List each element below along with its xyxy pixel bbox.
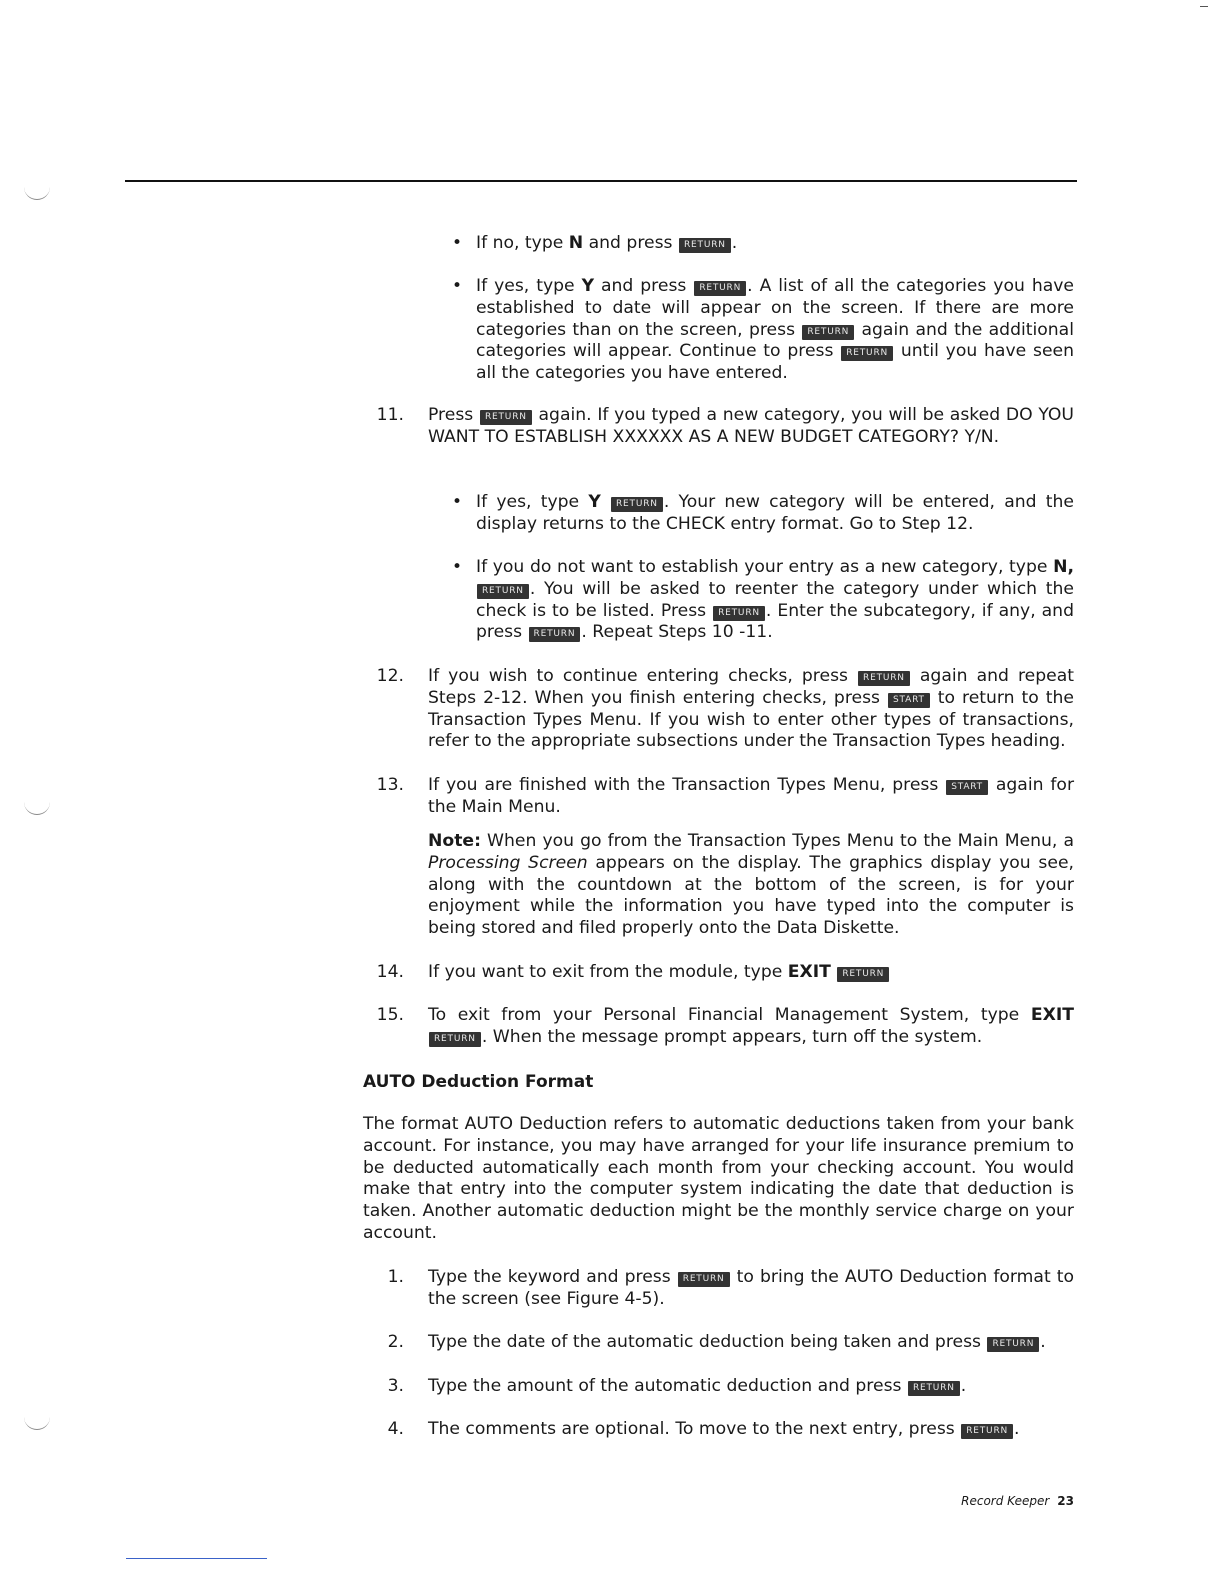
step-11-bullet-no: If you do not want to establish your entry as a new category, type N, RETURN . You will be asked to reenter the category under which the check is to be listed. Press RETURN . Enter the subcategory, if any, and press RETURN . Repeat Steps 10 -11. <box>476 557 1074 643</box>
step-15: To exit from your Personal Financial Management System, type EXIT RETURN . When the message prompt appears, turn off the system. <box>428 1005 1074 1047</box>
auto-step-4: The comments are optional. To move to the next entry, press RETURN . <box>428 1419 1020 1439</box>
return-key-icon: RETURN <box>961 1424 1013 1439</box>
return-key-icon: RETURN <box>611 497 663 512</box>
return-key-icon: RETURN <box>477 584 529 599</box>
step-number: 2. <box>387 1332 404 1352</box>
footnote-rule <box>126 1558 267 1559</box>
step-number: 13. <box>376 775 404 795</box>
return-key-icon: RETURN <box>694 281 746 296</box>
bullet-if-no: If no, type N and press RETURN . <box>476 233 738 253</box>
section-heading: AUTO Deduction Format <box>363 1072 594 1092</box>
step-number: 1. <box>387 1267 404 1287</box>
binder-hole-mark <box>24 800 50 815</box>
return-key-icon: RETURN <box>858 671 910 686</box>
return-key-icon: RETURN <box>841 346 893 361</box>
binder-hole-mark <box>24 1415 50 1430</box>
step-number: 15. <box>376 1005 404 1025</box>
step-number: 12. <box>376 666 404 686</box>
return-key-icon: RETURN <box>679 238 731 253</box>
step-13-note: Note: When you go from the Transaction Types Menu to the Main Menu, a Processing Screen appears on the display. The graphics display you see, along with the countdown at the bottom of the screen, is for your enjoyment while the information you have typed into the computer is being stored and filed properly onto the Data Diskette. <box>428 831 1074 939</box>
step-11: Press RETURN again. If you typed a new category, you will be asked DO YOU WANT TO ESTABLISH XXXXXX AS A NEW BUDGET CATEGORY? Y/N. <box>428 405 1074 447</box>
return-key-icon: RETURN <box>429 1032 481 1047</box>
page-footer <box>900 1493 1074 1509</box>
auto-step-1: Type the keyword and press RETURN to bring the AUTO Deduction format to the screen (see Figure 4-5). <box>428 1267 1074 1309</box>
return-key-icon: RETURN <box>529 627 581 642</box>
bullet-marker: • <box>452 492 463 512</box>
step-13: If you are finished with the Transaction Types Menu, press START again for the Main Menu. <box>428 775 1075 817</box>
return-key-icon: RETURN <box>837 967 889 982</box>
bullet-marker: • <box>452 276 463 296</box>
auto-step-3: Type the amount of the automatic deduction and press RETURN . <box>428 1376 967 1396</box>
step-11-bullet-yes: If yes, type Y RETURN . Your new category will be entered, and the display returns to the CHECK entry format. Go to Step 12. <box>476 492 1074 534</box>
edge-mark <box>1200 6 1208 7</box>
step-number: 4. <box>387 1419 404 1439</box>
bullet-marker: • <box>452 233 463 253</box>
return-key-icon: RETURN <box>480 410 532 425</box>
return-key-icon: RETURN <box>802 325 854 340</box>
start-key-icon: START <box>888 693 930 708</box>
step-number: 11. <box>376 405 404 425</box>
start-key-icon: START <box>946 780 988 795</box>
step-number: 3. <box>387 1376 404 1396</box>
binder-hole-mark <box>24 185 50 200</box>
auto-step-2: Type the date of the automatic deduction being taken and press RETURN . <box>428 1332 1046 1352</box>
footer-section-title: Record Keeper <box>961 1494 1050 1508</box>
header-rule <box>125 180 1077 182</box>
page-number: 23 <box>1057 1494 1074 1508</box>
step-12: If you wish to continue entering checks, press RETURN again and repeat Steps 2-12. When you finish entering checks, press START to return to the Transaction Types Menu. If you wish to enter other types of transactions, refer to the appropriate subsections under the Transaction Types heading. <box>428 666 1074 752</box>
return-key-icon: RETURN <box>713 606 765 621</box>
step-14: If you want to exit from the module, type EXIT RETURN <box>428 962 1074 984</box>
step-number: 14. <box>376 962 404 982</box>
bullet-if-yes: If yes, type Y and press RETURN . A list of all the categories you have established to date will appear on the screen. If there are more categories than on the screen, press RETURN again and the additional categories will appear. Continue to press RETURN until you have seen all the categories you have entered. <box>476 276 1074 384</box>
bullet-marker: • <box>452 557 463 577</box>
auto-intro-paragraph: The format AUTO Deduction refers to automatic deductions taken from your bank account. For instance, you may have arranged for your life insurance premium to be deducted automatically each month from your checking account. You would make that entry into the computer system indicating the date that deduction is taken. Another automatic deduction might be the monthly service charge on your account. <box>363 1114 1074 1243</box>
return-key-icon: RETURN <box>908 1381 960 1396</box>
return-key-icon: RETURN <box>987 1337 1039 1352</box>
return-key-icon: RETURN <box>678 1272 730 1287</box>
